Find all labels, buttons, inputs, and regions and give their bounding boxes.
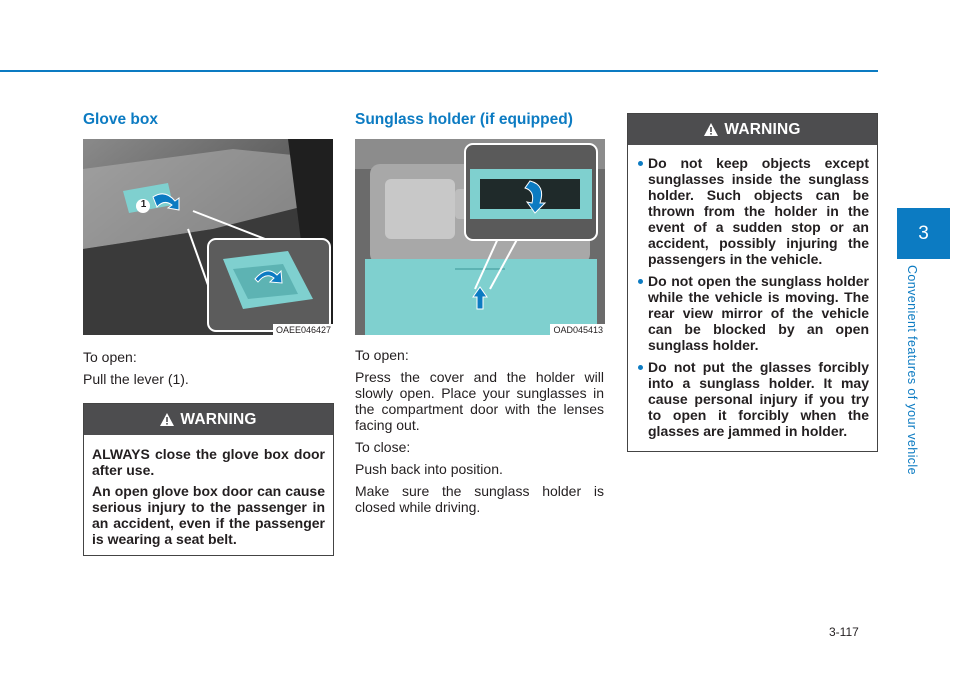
glove-box-warning bbox=[83, 403, 334, 556]
warning-item-2: Do not open the sunglass holder while the vehicle is moving. The rear view mirror of the vehicle can be blocked by an open sunglass holder. bbox=[636, 273, 869, 353]
glove-box-text-2: Pull the lever (1). bbox=[83, 371, 189, 387]
glove-box-photo bbox=[83, 139, 333, 335]
sunglass-holder-image-code: OAD045413 bbox=[550, 324, 605, 335]
sunglass-text-4: Push back into position. bbox=[355, 461, 503, 477]
chapter-tab: 3 bbox=[897, 208, 950, 259]
glove-box-instructions bbox=[83, 349, 333, 393]
page-number: 3-117 bbox=[829, 625, 859, 639]
warning-heading: WARNING bbox=[724, 120, 801, 138]
sunglass-text-2: Press the cover and the holder will slowly open. Place your sunglasses in the compartment door with the lenses facing out. bbox=[355, 369, 604, 433]
warning-paragraph-1: ALWAYS close the glove box door after use. bbox=[92, 446, 325, 478]
glove-box-text-1: To open: bbox=[83, 349, 137, 365]
warning-body bbox=[628, 145, 877, 439]
warning-header bbox=[628, 114, 877, 145]
warning-item-1: Do not keep objects except sunglasses inside the sunglass holder. Such objects can be thrown from the holder in the event of a sudden stop or an accident, possibly injuring the passengers in the vehicle. bbox=[636, 155, 869, 267]
callout-number-1: 1 bbox=[140, 199, 147, 210]
sunglass-holder-instructions bbox=[355, 347, 604, 521]
sunglass-text-1: To open: bbox=[355, 347, 409, 363]
glove-box-image-code: OAEE046427 bbox=[273, 324, 333, 335]
warning-header bbox=[84, 404, 333, 435]
sunglass-text-3: To close: bbox=[355, 439, 411, 455]
sunglass-text-5: Make sure the sunglass holder is closed while driving. bbox=[355, 483, 604, 515]
warning-body bbox=[84, 435, 333, 547]
warning-heading: WARNING bbox=[180, 410, 257, 428]
sunglass-warning bbox=[627, 113, 878, 452]
chapter-name: Convenient features of your vehicle bbox=[905, 265, 919, 475]
sunglass-holder-photo bbox=[355, 139, 605, 335]
warning-triangle-icon bbox=[704, 123, 718, 136]
warning-triangle-icon bbox=[160, 413, 174, 426]
warning-paragraph-2: An open glove box door can cause serious injury to the passenger in an accident, even if the passenger is wearing a seat belt. bbox=[92, 483, 325, 547]
glove-box-title: Glove box bbox=[83, 111, 158, 128]
warning-item-3: Do not put the glasses forcibly into a sunglass holder. It may cause personal injury if you try to open it forcibly when the glasses are jammed in holder. bbox=[636, 359, 869, 439]
sunglass-holder-title: Sunglass holder (if equipped) bbox=[355, 111, 573, 128]
header-rule bbox=[0, 70, 878, 72]
